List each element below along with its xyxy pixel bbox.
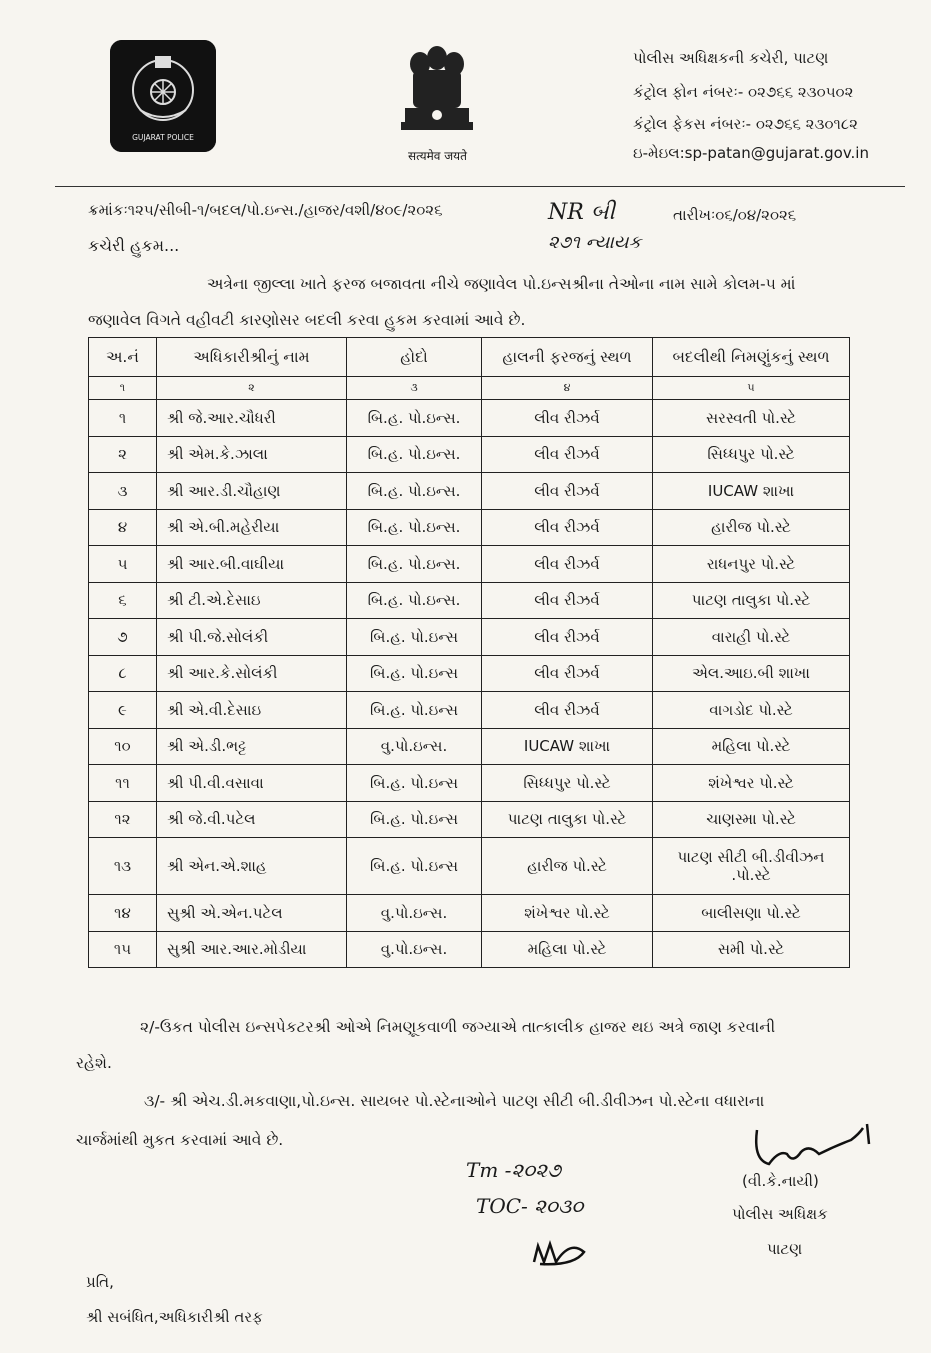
designation: બિ.હ. પો.ઇન્સ. — [347, 436, 482, 473]
officer-name: શ્રી ટી.એ.દેસાઇ — [157, 582, 347, 619]
current-post: લીવ રીઝર્વ — [482, 619, 653, 656]
current-post: પાટણ તાલુકા પો.સ્ટે — [482, 801, 653, 838]
row-number: ૩ — [89, 473, 157, 510]
current-post: લીવ રીઝર્વ — [482, 655, 653, 692]
row-number: ૫ — [89, 546, 157, 583]
current-post: લીવ રીઝર્વ — [482, 473, 653, 510]
new-post: સમી પો.સ્ટે — [653, 931, 850, 968]
row-number: ૧૦ — [89, 728, 157, 765]
officer-name: શ્રી આર.બી.વાઘીયા — [157, 546, 347, 583]
designation: બિ.હ. પો.ઇન્સ. — [347, 546, 482, 583]
column-number: ૫ — [653, 377, 850, 400]
table-row — [89, 931, 850, 968]
officer-name: શ્રી જે.વી.પટેલ — [157, 801, 347, 838]
officer-name: શ્રી એમ.કે.ઝાલા — [157, 436, 347, 473]
signatory-title: પોલીસ અધિક્ષક — [732, 1205, 828, 1223]
designation: વુ.પો.ઇન્સ. — [347, 895, 482, 932]
row-number: ૨ — [89, 436, 157, 473]
officer-name: શ્રી પી.જે.સોલંકી — [157, 619, 347, 656]
paragraph-2-line-1: ૨/-ઉકત પોલીસ ઇન્સપેકટરશ્રી ઓએ નિમણૂકવાળી જગ્યાએ તાત્કાલીક હાજર થઇ અત્રે જાણ કરવાની — [140, 1018, 776, 1036]
new-post: એલ.આઇ.બી શાખા — [653, 655, 850, 692]
email-address: ઇ-મેઇલ:sp-patan@gujarat.gov.in — [633, 144, 869, 162]
table-header: અ.નં — [89, 338, 157, 377]
table-header-row — [89, 338, 850, 377]
table-row — [89, 473, 850, 510]
order-title: કચેરી હુકમ... — [88, 236, 180, 255]
paragraph-1-line-1: અત્રેના જીલ્લા ખાતે ફરજ બજાવતા નીચે જણાવેલ પો.ઇન્સશ્રીના તેઓના નામ સામે કોલમ-૫ માં — [207, 275, 796, 293]
national-emblem-icon — [385, 40, 490, 140]
designation: વુ.પો.ઇન્સ. — [347, 931, 482, 968]
row-number: ૧ — [89, 400, 157, 437]
signatory-place: પાટણ — [767, 1240, 803, 1258]
handwritten-ref-top: NR બી — [548, 200, 615, 225]
current-post: લીવ રીઝર્વ — [482, 436, 653, 473]
designation: બિ.હ. પો.ઇન્સ — [347, 765, 482, 802]
table-row — [89, 582, 850, 619]
new-post: વારાહી પો.સ્ટે — [653, 619, 850, 656]
new-post: રાધનપુર પો.સ્ટે — [653, 546, 850, 583]
current-post: લીવ રીઝર્વ — [482, 400, 653, 437]
to-label: પ્રતિ, — [86, 1273, 114, 1291]
row-number: ૧૨ — [89, 801, 157, 838]
header-divider — [55, 186, 905, 187]
new-post: સિધ્ધપુર પો.સ્ટે — [653, 436, 850, 473]
officer-name: શ્રી એ.ડી.ભટ્ટ — [157, 728, 347, 765]
designation: બિ.હ. પો.ઇન્સ. — [347, 473, 482, 510]
new-post: IUCAW શાખા — [653, 473, 850, 510]
police-crest-icon — [110, 40, 216, 152]
designation: બિ.હ. પો.ઇન્સ — [347, 801, 482, 838]
row-number: ૬ — [89, 582, 157, 619]
order-date: તારીખઃ૦૬/૦૪/૨૦૨૬ — [673, 206, 797, 224]
new-post: સરસ્વતી પો.સ્ટે — [653, 400, 850, 437]
current-post: લીવ રીઝર્વ — [482, 546, 653, 583]
officer-name: શ્રી પી.વી.વસાવા — [157, 765, 347, 802]
column-number: ૧ — [89, 377, 157, 400]
handwritten-ref-bottom: ૨૭૧ ન્યાયક — [548, 232, 642, 253]
row-number: ૪ — [89, 509, 157, 546]
row-number: ૭ — [89, 619, 157, 656]
row-number: ૧૩ — [89, 838, 157, 895]
new-post: શંખેશ્વર પો.સ્ટે — [653, 765, 850, 802]
table-row — [89, 728, 850, 765]
officer-name: સુશ્રી આર.આર.મોડીયા — [157, 931, 347, 968]
table-row — [89, 546, 850, 583]
table-row — [89, 692, 850, 729]
table-row — [89, 400, 850, 437]
officer-name: સુશ્રી એ.એન.પટેલ — [157, 895, 347, 932]
officer-name: શ્રી એ.વી.દેસાઇ — [157, 692, 347, 729]
table-row — [89, 655, 850, 692]
gujarat-police-logo — [110, 40, 216, 152]
current-post: IUCAW શાખા — [482, 728, 653, 765]
table-row — [89, 509, 850, 546]
current-post: સિધ્ધપુર પો.સ્ટે — [482, 765, 653, 802]
initials-signature — [530, 1232, 590, 1272]
officer-name: શ્રી આર.ડી.ચૌહાણ — [157, 473, 347, 510]
current-post: શંખેશ્વર પો.સ્ટે — [482, 895, 653, 932]
designation: બિ.હ. પો.ઇન્સ — [347, 619, 482, 656]
table-row — [89, 838, 850, 895]
reference-number: ક્રમાંકઃ૧૨૫/સીબી-૧/બદલ/પો.ઇન્સ./હાજર/વશી/૪૦૯/૨૦૨૬ — [88, 201, 443, 219]
row-number: ૧૧ — [89, 765, 157, 802]
row-number: ૯ — [89, 692, 157, 729]
officer-name: શ્રી એ.બી.મહેરીયા — [157, 509, 347, 546]
new-post: પાટણ તાલુકા પો.સ્ટે — [653, 582, 850, 619]
current-post: મહિલા પો.સ્ટે — [482, 931, 653, 968]
transfer-table — [88, 337, 850, 968]
table-row — [89, 765, 850, 802]
designation: બિ.હ. પો.ઇન્સ — [347, 655, 482, 692]
column-number: ૩ — [347, 377, 482, 400]
designation: બિ.હ. પો.ઇન્સ — [347, 692, 482, 729]
designation: બિ.હ. પો.ઇન્સ. — [347, 400, 482, 437]
table-header: બદલીથી નિમણુંકનું સ્થળ — [653, 338, 850, 377]
to-recipient: શ્રી સબંધિત,અધિકારીશ્રી તરફ — [86, 1308, 263, 1326]
logo-text: GUJARAT POLICE — [132, 133, 194, 142]
new-post: મહિલા પો.સ્ટે — [653, 728, 850, 765]
table-row — [89, 895, 850, 932]
table-row — [89, 801, 850, 838]
new-post: પાટણ સીટી બી.ડીવીઝન .પો.સ્ટે — [653, 838, 850, 895]
table-row — [89, 619, 850, 656]
column-number-row — [89, 377, 850, 400]
officer-name: શ્રી જે.આર.ચૌધરી — [157, 400, 347, 437]
table-header: હોદો — [347, 338, 482, 377]
emblem-caption: सत्यमेव जयते — [408, 149, 467, 163]
current-post: હારીજ પો.સ્ટે — [482, 838, 653, 895]
row-number: ૧૫ — [89, 931, 157, 968]
new-post: વાગડોદ પો.સ્ટે — [653, 692, 850, 729]
paragraph-3-line-2: ચાર્જમાંથી મુકત કરવામાં આવે છે. — [76, 1131, 284, 1149]
signatory-name: (વી.કે.નાયી) — [742, 1172, 819, 1190]
paragraph-2-line-2: રહેશે. — [76, 1054, 112, 1072]
paragraph-3-line-1: ૩/- શ્રી એચ.ડી.મકવાણા,પો.ઇન્સ. સાયબર પો.સ્ટેનાઓને પાટણ સીટી બી.ડીવીઝન પો.સ્ટેના વધારાના — [144, 1092, 765, 1110]
designation: વુ.પો.ઇન્સ. — [347, 728, 482, 765]
table-row — [89, 436, 850, 473]
designation: બિ.હ. પો.ઇન્સ. — [347, 582, 482, 619]
column-number: ૪ — [482, 377, 653, 400]
handwritten-note-1: Tm -૨૦૨૭ — [466, 1158, 561, 1182]
paragraph-1-line-2: જણાવેલ વિગતે વહીવટી કારણોસર બદલી કરવા હુકમ કરવામાં આવે છે. — [88, 311, 526, 329]
new-post: હારીજ પો.સ્ટે — [653, 509, 850, 546]
current-post: લીવ રીઝર્વ — [482, 692, 653, 729]
row-number: ૧૪ — [89, 895, 157, 932]
control-phone: કંટ્રોલ ફોન નંબરઃ- ૦૨૭૬૬ ૨૩૦૫૦૨ — [633, 83, 854, 101]
officer-signature — [735, 1120, 875, 1180]
row-number: ૮ — [89, 655, 157, 692]
new-post: ચાણસ્મા પો.સ્ટે — [653, 801, 850, 838]
officer-name: શ્રી એન.એ.શાહ — [157, 838, 347, 895]
current-post: લીવ રીઝર્વ — [482, 582, 653, 619]
designation: બિ.હ. પો.ઇન્સ. — [347, 509, 482, 546]
new-post: બાલીસણા પો.સ્ટે — [653, 895, 850, 932]
office-name: પોલીસ અધિક્ષકની કચેરી, પાટણ — [633, 49, 829, 67]
table-header: અધિકારીશ્રીનું નામ — [157, 338, 347, 377]
handwritten-note-2: TOC- ૨૦૩૦ — [476, 1194, 584, 1218]
current-post: લીવ રીઝર્વ — [482, 509, 653, 546]
column-number: ૨ — [157, 377, 347, 400]
officer-name: શ્રી આર.કે.સોલંકી — [157, 655, 347, 692]
designation: બિ.હ. પો.ઇન્સ — [347, 838, 482, 895]
table-header: હાલની ફરજનું સ્થળ — [482, 338, 653, 377]
control-fax: કંટ્રોલ ફેકસ નંબરઃ- ૦૨૭૬૬ ૨૩૦૧૮૨ — [633, 115, 858, 133]
